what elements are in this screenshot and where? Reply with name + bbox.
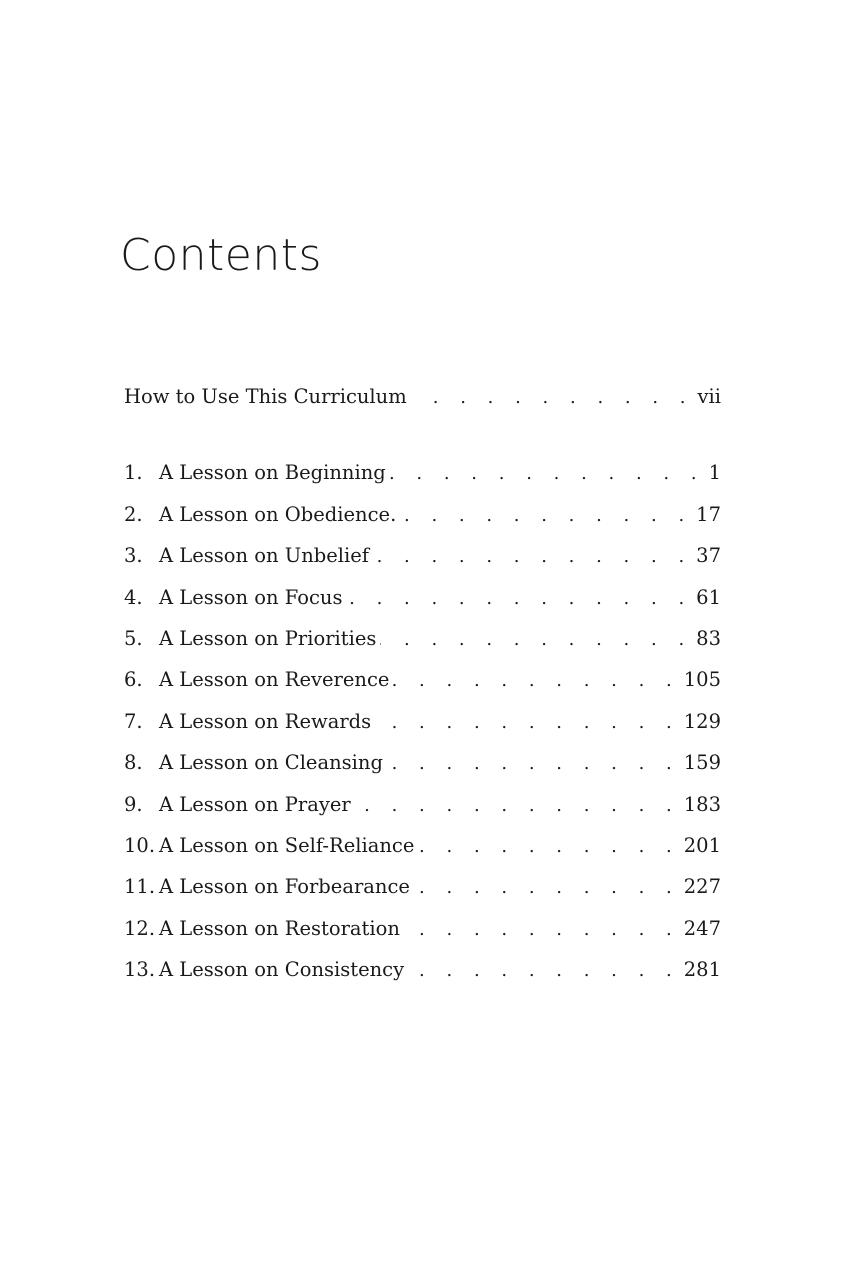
toc-entry[interactable] — [124, 701, 721, 742]
toc-entry-number: 8. — [124, 751, 143, 775]
toc-entry-number: 11. — [124, 875, 156, 899]
dot-leader — [400, 495, 692, 536]
toc-entry-page: 247 — [683, 916, 721, 940]
dot-leader — [393, 660, 679, 701]
dot-leader — [373, 536, 692, 577]
toc-entry-page: 17 — [696, 502, 721, 526]
toc-entry-page: 159 — [683, 751, 721, 775]
toc-entry[interactable] — [124, 618, 721, 659]
toc-entry-label: A Lesson on Forbearance — [159, 875, 410, 899]
toc-entry[interactable] — [124, 949, 721, 990]
toc-entry[interactable] — [124, 535, 721, 576]
toc-entry[interactable] — [124, 866, 721, 907]
dot-leader — [387, 743, 680, 784]
page-title: Contents — [120, 230, 322, 281]
toc-entry-page: 37 — [696, 544, 721, 568]
dot-leader — [408, 950, 680, 991]
toc-entry[interactable] — [124, 908, 721, 949]
dot-leader — [375, 702, 680, 743]
toc-entry-number: 1. — [124, 461, 143, 485]
toc-entry-label: A Lesson on Priorities — [159, 626, 377, 650]
dot-leader — [411, 377, 694, 418]
toc-entry-page: 129 — [683, 709, 721, 733]
toc-entry-label: How to Use This Curriculum — [124, 385, 407, 408]
toc-entry-label: A Lesson on Reverence — [159, 668, 390, 692]
toc-entry-page: 83 — [696, 626, 721, 650]
toc-entry-number: 10. — [124, 833, 156, 857]
toc-entry-page: 61 — [696, 585, 721, 609]
toc-entry-number: 12. — [124, 916, 156, 940]
toc-entry-number: 7. — [124, 709, 143, 733]
toc-entry[interactable] — [124, 577, 721, 618]
toc-entry-label: A Lesson on Rewards — [159, 709, 372, 733]
toc-entry-number: 2. — [124, 502, 143, 526]
toc-entry-label: A Lesson on Focus — [159, 585, 343, 609]
toc-entry-number: 5. — [124, 626, 143, 650]
dot-leader — [414, 867, 680, 908]
toc-entry-front-matter[interactable] — [124, 376, 721, 417]
toc-entry-label: A Lesson on Unbelief — [159, 544, 370, 568]
dot-leader — [418, 826, 679, 867]
toc-entry-page: 1 — [708, 461, 721, 485]
toc-entry-page: 183 — [683, 792, 721, 816]
dot-leader — [355, 785, 680, 826]
toc-entry-page: 227 — [683, 875, 721, 899]
toc-entry[interactable] — [124, 494, 721, 535]
toc-entry-page: 201 — [683, 833, 721, 857]
dot-leader — [404, 909, 680, 950]
toc-entry-label: A Lesson on Consistency — [159, 958, 405, 982]
toc-entry-label: A Lesson on Self-Reliance — [159, 833, 415, 857]
toc-entry-label: A Lesson on Beginning — [159, 461, 386, 485]
toc-entry[interactable] — [124, 659, 721, 700]
toc-entry-label: A Lesson on Prayer — [159, 792, 351, 816]
toc-entry-number: 3. — [124, 544, 143, 568]
dot-leader — [380, 619, 692, 660]
toc-entry[interactable] — [124, 452, 721, 493]
toc-entry-number: 9. — [124, 792, 143, 816]
dot-leader — [390, 453, 705, 494]
toc-entry[interactable] — [124, 784, 721, 825]
toc-entry-page: 105 — [683, 668, 721, 692]
toc-entry-number: 13. — [124, 958, 156, 982]
toc-entry-page: vii — [697, 385, 721, 408]
table-of-contents — [124, 376, 721, 990]
toc-entry-label: A Lesson on Restoration — [159, 916, 400, 940]
toc-entry-label: A Lesson on Obedience. — [159, 502, 397, 526]
toc-entry[interactable] — [124, 742, 721, 783]
toc-entry-label: A Lesson on Cleansing — [159, 751, 383, 775]
toc-entry-page: 281 — [683, 958, 721, 982]
toc-entry-number: 6. — [124, 668, 143, 692]
toc-entry[interactable] — [124, 825, 721, 866]
dot-leader — [346, 578, 692, 619]
toc-entry-number: 4. — [124, 585, 143, 609]
